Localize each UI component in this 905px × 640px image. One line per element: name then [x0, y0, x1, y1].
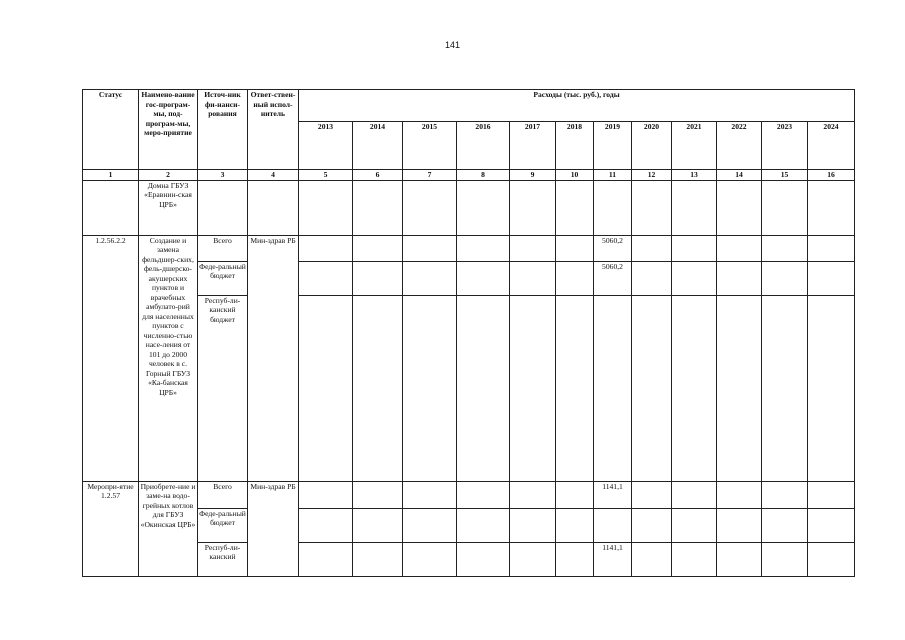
cell-name: Создание и замена фельдшер-ских, фель-дшерско-акушерских пунктов и врачебных амбулато-рий для населенных пунктов с численно-стью насе-ления от 101 до 2000 человек в с. Горный ГБУЗ «Ка-банская ЦРБ» — [139, 235, 198, 481]
cell-value — [717, 481, 762, 508]
column-number: 16 — [808, 170, 855, 181]
column-number: 4 — [248, 170, 299, 181]
cell-value — [510, 235, 556, 261]
cell-value — [672, 481, 717, 508]
cell-value — [403, 481, 457, 508]
cell-value — [594, 180, 632, 235]
cell-status: Меропри-ятие 1.2.57 — [83, 481, 139, 576]
column-number: 14 — [717, 170, 762, 181]
cell-value — [353, 508, 403, 542]
column-number: 5 — [299, 170, 353, 181]
cell-source: Всего — [198, 235, 248, 261]
cell-value — [762, 180, 808, 235]
page-number: 141 — [444, 40, 461, 50]
cell-value — [403, 235, 457, 261]
cell-value — [510, 542, 556, 576]
header-year: 2022 — [717, 122, 762, 170]
cell-value — [556, 180, 594, 235]
cell-status: 1.2.56.2.2 — [83, 235, 139, 481]
column-number: 8 — [457, 170, 510, 181]
cell-value — [672, 180, 717, 235]
cell-name: Приобрете-ние и заме-на водо-грейных котлов для ГБУЗ «Окинская ЦРБ» — [139, 481, 198, 576]
header-year: 2014 — [353, 122, 403, 170]
cell-value — [808, 508, 855, 542]
cell-value — [632, 508, 672, 542]
column-number: 7 — [403, 170, 457, 181]
column-number: 10 — [556, 170, 594, 181]
cell-value — [299, 261, 353, 295]
cell-source: Респуб-ли-канский бюджет — [198, 295, 248, 481]
cell-value — [457, 481, 510, 508]
cell-value — [457, 261, 510, 295]
cell-value — [457, 235, 510, 261]
cell-value — [510, 295, 556, 481]
cell-value — [353, 481, 403, 508]
cell-value — [403, 180, 457, 235]
column-number: 3 — [198, 170, 248, 181]
cell-value — [510, 481, 556, 508]
header-row-top — [83, 90, 855, 122]
cell-value — [672, 508, 717, 542]
cell-source: Респуб-ли-канский — [198, 542, 248, 576]
table-row-continuation — [83, 180, 855, 235]
cell-executor: Мин-здрав РБ — [248, 235, 299, 481]
cell-value — [299, 295, 353, 481]
cell-name: Домна ГБУЗ «Еравнин-ская ЦРБ» — [139, 180, 198, 235]
cell-value — [510, 180, 556, 235]
cell-value — [672, 542, 717, 576]
table-row — [83, 542, 855, 576]
cell-value — [299, 180, 353, 235]
cell-value — [403, 295, 457, 481]
cell-value — [457, 180, 510, 235]
header-year: 2013 — [299, 122, 353, 170]
cell-value — [299, 508, 353, 542]
cell-value — [353, 542, 403, 576]
cell-value — [808, 235, 855, 261]
header-year: 2024 — [808, 122, 855, 170]
cell-value — [403, 508, 457, 542]
cell-value — [556, 295, 594, 481]
column-number: 12 — [632, 170, 672, 181]
cell-value — [299, 542, 353, 576]
header-year: 2018 — [556, 122, 594, 170]
cell-value — [762, 481, 808, 508]
table-row — [83, 508, 855, 542]
cell-value — [510, 261, 556, 295]
cell-value — [632, 261, 672, 295]
cell-value — [353, 295, 403, 481]
cell-value — [762, 295, 808, 481]
cell-value — [556, 481, 594, 508]
cell-value — [403, 261, 457, 295]
cell-value-2019: 5060,2 — [594, 235, 632, 261]
cell-value — [556, 261, 594, 295]
cell-executor — [248, 180, 299, 235]
cell-value — [632, 180, 672, 235]
cell-value — [299, 481, 353, 508]
column-number: 1 — [83, 170, 139, 181]
header-year: 2017 — [510, 122, 556, 170]
cell-value — [808, 261, 855, 295]
cell-value — [299, 235, 353, 261]
cell-value — [808, 180, 855, 235]
cell-value — [353, 235, 403, 261]
cell-value — [717, 508, 762, 542]
cell-value-2019: 1141,1 — [594, 481, 632, 508]
header-year: 2020 — [632, 122, 672, 170]
cell-value — [717, 235, 762, 261]
column-number: 9 — [510, 170, 556, 181]
cell-value — [510, 508, 556, 542]
cell-value — [353, 261, 403, 295]
cell-value — [556, 542, 594, 576]
header-executor: Ответ-ствен-ный испол-нитель — [248, 90, 299, 170]
cell-source: Феде-ральный бюджет — [198, 261, 248, 295]
cell-value — [808, 295, 855, 481]
cell-value — [762, 542, 808, 576]
column-number: 15 — [762, 170, 808, 181]
column-number: 6 — [353, 170, 403, 181]
table-row — [83, 481, 855, 508]
cell-value — [632, 481, 672, 508]
cell-value-2019 — [594, 295, 632, 481]
cell-value — [717, 542, 762, 576]
header-year: 2019 — [594, 122, 632, 170]
table-row — [83, 295, 855, 481]
cell-value-2019: 1141,1 — [594, 542, 632, 576]
cell-value — [762, 235, 808, 261]
header-year: 2023 — [762, 122, 808, 170]
header-year: 2021 — [672, 122, 717, 170]
cell-value — [808, 481, 855, 508]
cell-status — [83, 180, 139, 235]
cell-value — [672, 235, 717, 261]
cell-value — [457, 295, 510, 481]
cell-value — [762, 261, 808, 295]
cell-value — [762, 508, 808, 542]
header-name: Наимено-вание гос-програм-мы, под-програм-мы, меро-приятие — [139, 90, 198, 170]
cell-value — [808, 542, 855, 576]
cell-source: Феде-ральный бюджет — [198, 508, 248, 542]
cell-value — [632, 542, 672, 576]
cell-executor: Мин-здрав РБ — [248, 481, 299, 576]
column-number-row — [83, 170, 855, 181]
cell-value — [717, 295, 762, 481]
cell-value — [457, 542, 510, 576]
cell-value — [632, 295, 672, 481]
cell-source — [198, 180, 248, 235]
header-year: 2015 — [403, 122, 457, 170]
column-number: 11 — [594, 170, 632, 181]
cell-value-2019 — [594, 508, 632, 542]
cell-value — [403, 542, 457, 576]
cell-value-2019: 5060,2 — [594, 261, 632, 295]
cell-value — [457, 508, 510, 542]
cell-value — [353, 180, 403, 235]
table-row — [83, 261, 855, 295]
cell-value — [717, 180, 762, 235]
column-number: 2 — [139, 170, 198, 181]
cell-value — [717, 261, 762, 295]
cell-value — [556, 508, 594, 542]
column-number: 13 — [672, 170, 717, 181]
cell-value — [672, 295, 717, 481]
header-expenses: Расходы (тыс. руб.), годы — [299, 90, 855, 122]
cell-value — [672, 261, 717, 295]
cell-value — [632, 235, 672, 261]
cell-source: Всего — [198, 481, 248, 508]
table-row — [83, 235, 855, 261]
cell-value — [556, 235, 594, 261]
budget-table — [82, 89, 855, 577]
header-year: 2016 — [457, 122, 510, 170]
header-status: Статус — [83, 90, 139, 170]
header-source: Источ-ник фи-нанси-рования — [198, 90, 248, 170]
